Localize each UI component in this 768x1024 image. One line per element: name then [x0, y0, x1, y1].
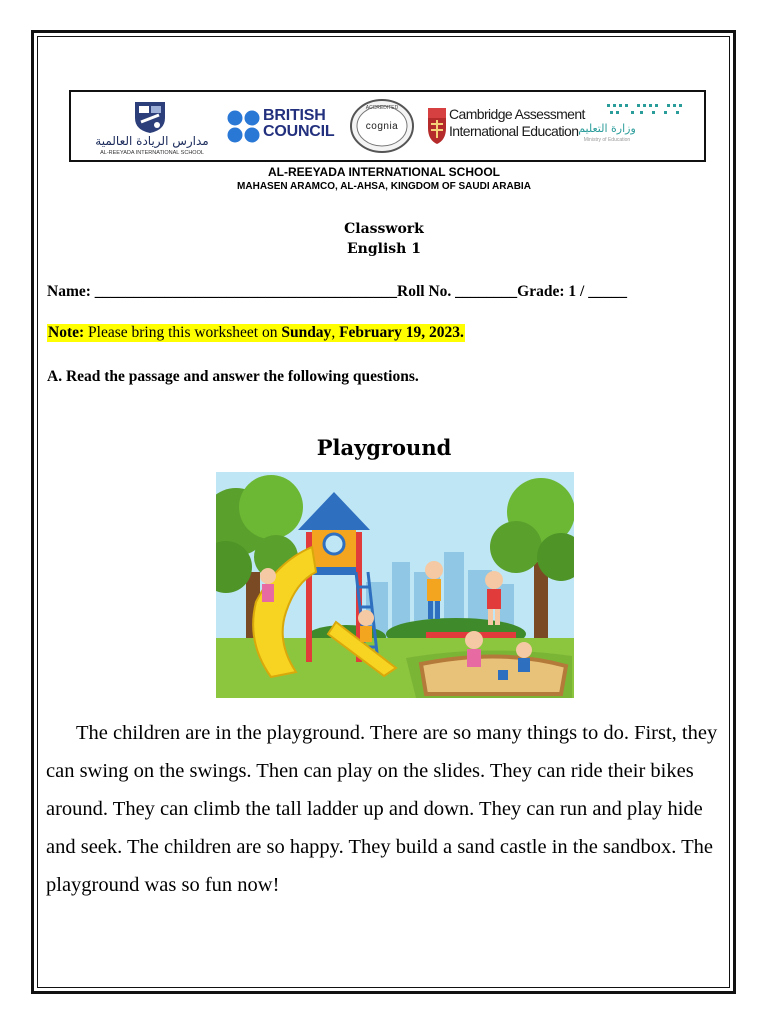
- reeyada-shield-icon: [131, 100, 169, 134]
- british-council-line1: BRITISH: [263, 107, 326, 124]
- moe-dots-icon: [607, 102, 687, 120]
- british-council-line2: COUNCIL: [263, 123, 335, 140]
- student-info-line: [47, 283, 627, 301]
- british-council-wordmark: [263, 108, 334, 140]
- reeyada-arabic-name: مدارس الريادة العالمية: [95, 134, 209, 148]
- grade-blank[interactable]: _____: [588, 283, 627, 300]
- reeyada-logo: [75, 92, 225, 160]
- passage-title: Playground: [316, 435, 452, 460]
- cambridge-line1: Cambridge Assessment: [449, 106, 585, 122]
- cognia-logo: [347, 92, 417, 160]
- note-comma: ,: [331, 324, 336, 341]
- logo-banner: [69, 90, 706, 162]
- name-blank[interactable]: _______________________________________: [94, 283, 398, 300]
- ministry-of-education-logo: [567, 92, 689, 160]
- roll-label: Roll No.: [397, 283, 452, 300]
- playground-illustration-icon: [216, 472, 574, 698]
- cambridge-line2: International Education: [449, 123, 579, 139]
- cambridge-logo: [425, 92, 585, 160]
- note-text: Please bring this worksheet on: [88, 324, 278, 341]
- moe-arabic-name: وزارة التعليم: [578, 122, 636, 135]
- name-label: Name:: [47, 283, 91, 300]
- cambridge-wordmark: [449, 106, 585, 140]
- school-name: AL-REEYADA INTERNATIONAL SCHOOL: [267, 165, 500, 179]
- note-day: Sunday: [281, 324, 332, 341]
- cognia-wordmark: cognia: [365, 121, 399, 132]
- british-council-dots-icon: [227, 110, 261, 144]
- moe-english-name: Ministry of Education: [583, 137, 631, 143]
- note-label: Note:: [48, 324, 85, 341]
- grade-label: Grade: 1 /: [517, 283, 585, 300]
- section-a-instruction: A. Read the passage and answer the following questions.: [47, 368, 419, 385]
- british-council-logo: [223, 92, 341, 160]
- cambridge-crest-icon: [427, 106, 447, 146]
- passage-text: The children are in the playground. There are so many things to do. First, they can swing on the swings. Then can play on the slides. They can ride their bikes around. They can climb the tall ladder up and down. They can run and play hide and seek. The children are so happy. They build a sand castle in the sandbox. The playground was so fun now!: [46, 722, 718, 896]
- passage-body: [46, 714, 726, 904]
- note-date: February 19, 2023.: [339, 324, 464, 341]
- worksheet-title: [0, 219, 768, 259]
- cognia-ring-text: ACCREDITED: [365, 105, 399, 111]
- school-address: MAHASEN ARAMCO, AL-AHSA, KINGDOM OF SAUDI ARABIA: [237, 181, 531, 192]
- note-line: [47, 324, 465, 342]
- worksheet-title-line2: English 1: [347, 241, 421, 257]
- worksheet-title-line1: Classwork: [344, 221, 424, 237]
- roll-blank[interactable]: ________: [455, 283, 518, 300]
- reeyada-english-name: AL-REEYADA INTERNATIONAL SCHOOL: [100, 150, 204, 156]
